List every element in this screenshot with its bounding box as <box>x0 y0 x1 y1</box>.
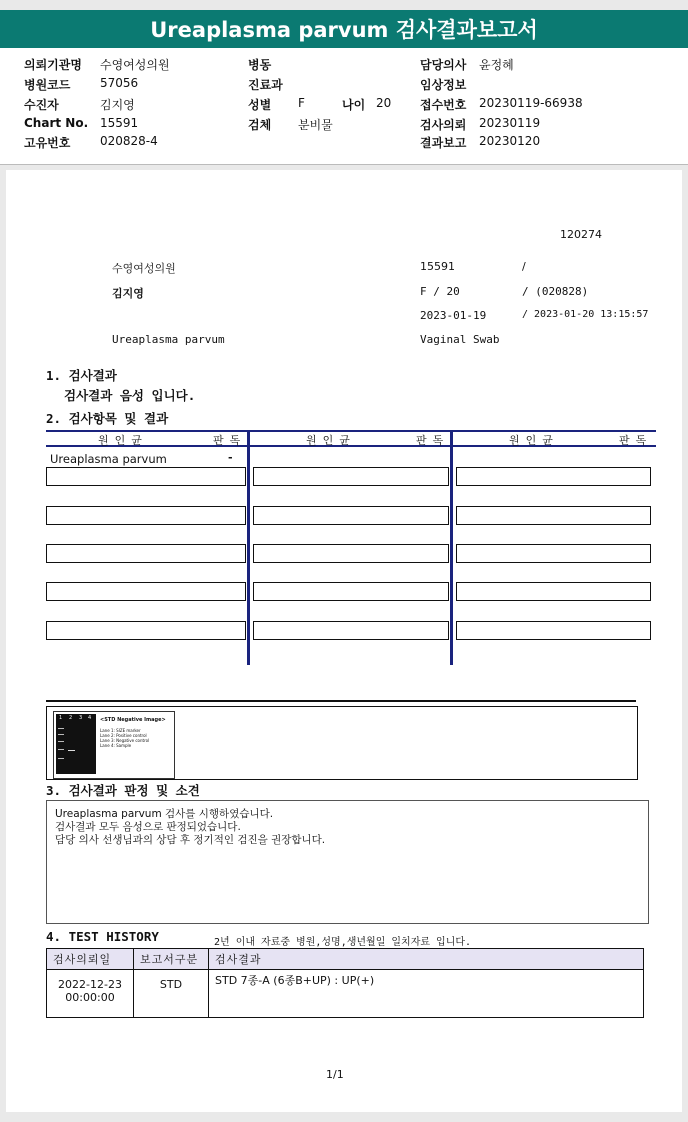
institution-label: 의뢰기관명 <box>24 58 82 72</box>
section1-text: 검사결과 음성 입니다. <box>64 388 196 403</box>
specimen-value: 분비물 <box>298 118 333 132</box>
patient-info-panel <box>0 48 688 165</box>
patient-label: 수진자 <box>24 98 59 112</box>
ward-label: 병동 <box>248 58 272 72</box>
history-type: STD <box>134 970 209 1018</box>
history-result: STD 7종-A (6종B+UP) : UP(+) <box>209 970 644 1018</box>
gel-image-frame <box>46 706 638 780</box>
grid-divider-1 <box>247 430 250 665</box>
col1-agent-header: 원인균 <box>98 434 148 447</box>
lane-label: 3 <box>79 715 83 721</box>
opinion-line: Ureaplasma parvum 검사를 시행하였습니다. <box>55 808 274 820</box>
gel-lanes <box>56 714 96 774</box>
doctor-value: 윤정혜 <box>479 58 514 72</box>
report-title-text: Ureaplasma parvum 검사결과보고서 <box>150 18 538 42</box>
institution-value: 수영여성의원 <box>100 58 170 72</box>
page-number: 1/1 <box>326 1068 344 1081</box>
report-specimen: Vaginal Swab <box>420 333 500 346</box>
report-collect-date: 2023-01-19 <box>420 309 487 322</box>
result-box <box>46 467 246 486</box>
report-date-label: 결과보고 <box>420 136 467 150</box>
sex-value: F <box>298 96 305 110</box>
clinical-label: 임상정보 <box>420 78 467 92</box>
receipt-label: 접수번호 <box>420 98 467 112</box>
col2-agent-header: 원인균 <box>306 434 356 447</box>
patient-value: 김지영 <box>100 98 135 112</box>
request-label: 검사의뢰 <box>420 118 467 132</box>
col2-judge-header: 판독 <box>416 434 450 447</box>
report-clinic: 수영여성의원 <box>112 262 176 275</box>
opinion-line: 담당 의사 선생님과의 상담 후 정기적인 검진을 권장합니다. <box>55 834 326 846</box>
result-box <box>456 582 651 601</box>
gel-legend-item: Lane 4: Sample <box>100 743 132 748</box>
lane-label: 2 <box>69 715 73 721</box>
report-birth: / (020828) <box>522 285 589 298</box>
result-judge: - <box>228 451 233 464</box>
sex-label: 성별 <box>248 98 272 112</box>
age-value: 20 <box>376 96 392 110</box>
result-box <box>253 544 449 563</box>
history-header: 검사의뢰일 <box>47 949 134 970</box>
lane-label: 4 <box>88 715 92 721</box>
history-note: 2년 이내 자료중 병원,성명,생년월일 일치자료 입니다. <box>214 937 472 948</box>
opinion-line: 검사결과 모두 음성으로 판정되었습니다. <box>55 821 241 833</box>
gel-legend-item: Lane 2: Positive control <box>100 733 147 738</box>
history-date: 2022-12-23 <box>58 978 122 991</box>
chart-no-label: Chart No. <box>24 116 89 130</box>
report-result-datetime: / 2023-01-20 13:15:57 <box>522 309 649 320</box>
result-box <box>46 582 246 601</box>
dept-label: 진료과 <box>248 78 283 92</box>
history-row <box>47 970 644 1018</box>
opinion-box <box>46 800 649 924</box>
age-label: 나이 <box>342 98 366 112</box>
gel-caption-title: <STD Negative Image> <box>100 717 166 723</box>
result-box <box>456 621 651 640</box>
chart-no-value: 15591 <box>100 116 139 130</box>
report-patient: 김지영 <box>112 287 144 300</box>
history-header: 보고서구분 <box>134 949 209 970</box>
report-title <box>0 10 688 48</box>
request-value: 20230119 <box>479 116 541 130</box>
doctor-label: 담당의사 <box>420 58 467 72</box>
history-header: 검사결과 <box>209 949 644 970</box>
history-table <box>46 948 644 1018</box>
report-code: 120274 <box>560 228 602 241</box>
result-agent: Ureaplasma parvum <box>50 452 167 466</box>
result-box <box>253 506 449 525</box>
gel-legend-item: Lane 1: SIZE marker <box>100 728 141 733</box>
lane-label: 1 <box>59 715 63 721</box>
result-box <box>46 506 246 525</box>
section1-title: 1. 검사결과 <box>46 368 117 383</box>
result-box <box>46 544 246 563</box>
section4-title: 4. TEST HISTORY <box>46 929 159 944</box>
result-box <box>253 467 449 486</box>
gel-rule <box>46 700 636 702</box>
hospital-code-value: 57056 <box>100 76 139 90</box>
gel-legend-item: Lane 3: Negative control <box>100 738 150 743</box>
result-box <box>253 582 449 601</box>
specimen-label: 검체 <box>248 118 272 132</box>
report-date-value: 20230120 <box>479 134 541 148</box>
section2-title: 2. 검사항목 및 결과 <box>46 411 169 426</box>
report-slash: / <box>522 260 526 273</box>
report-chart-no: 15591 <box>420 260 455 273</box>
report-sex-age: F / 20 <box>420 285 460 298</box>
report-test-name: Ureaplasma parvum <box>112 333 225 346</box>
grid-divider-2 <box>450 430 453 665</box>
unique-no-label: 고유번호 <box>24 136 71 150</box>
receipt-value: 20230119-66938 <box>479 96 583 110</box>
gel-image <box>53 711 175 779</box>
unique-no-value: 020828-4 <box>100 134 158 148</box>
result-box <box>456 506 651 525</box>
section3-title: 3. 검사결과 판정 및 소견 <box>46 783 200 798</box>
result-box <box>456 467 651 486</box>
history-time: 00:00:00 <box>65 991 115 1004</box>
col3-agent-header: 원인균 <box>509 434 559 447</box>
result-box <box>46 621 246 640</box>
col1-judge-header: 판독 <box>213 434 247 447</box>
col3-judge-header: 판독 <box>619 434 653 447</box>
report-page <box>6 170 682 1112</box>
result-box <box>253 621 449 640</box>
result-box <box>456 544 651 563</box>
hospital-code-label: 병원코드 <box>24 78 71 92</box>
